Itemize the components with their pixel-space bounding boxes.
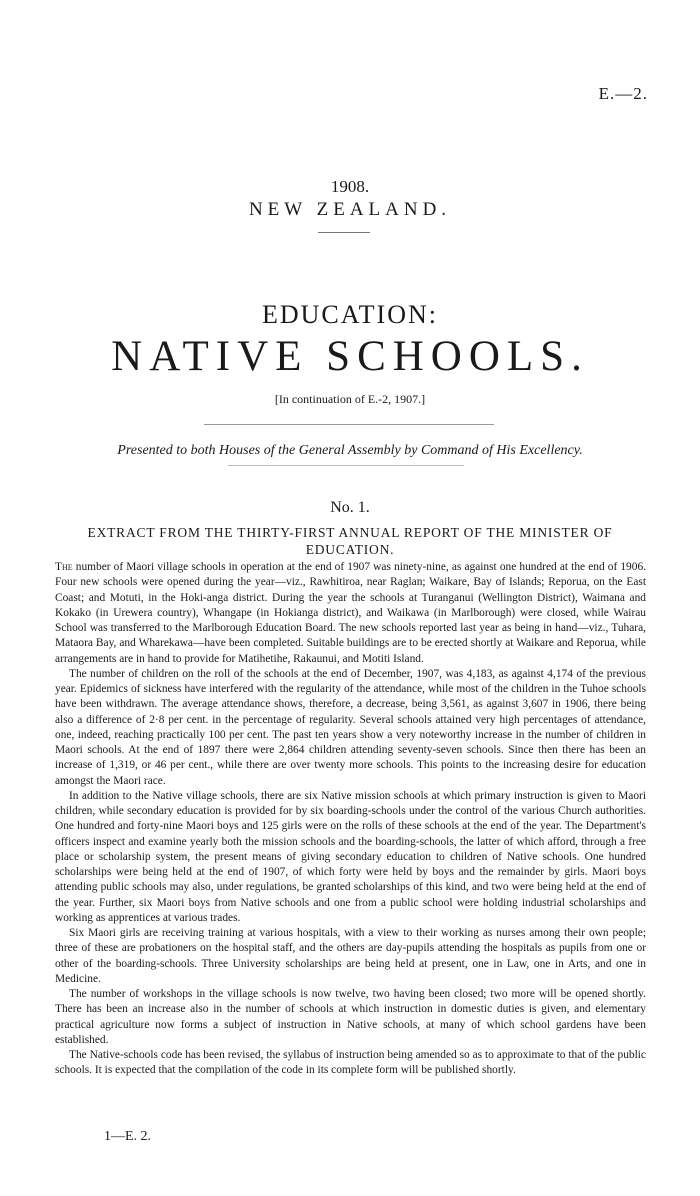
body-text — [55, 560, 646, 1079]
report-year: 1908. — [330, 177, 370, 196]
section-number: No. 1. — [330, 499, 370, 516]
signature-mark: 1—E. 2. — [104, 1129, 152, 1144]
divider-rule — [204, 424, 494, 425]
paragraph-text: number of Maori village schools in operation at the end of 1907 was ninety-nine, as against one hundred at the end of 1906. Four new schools were opened during the year—viz., Rawhitiroa, near Raglan; Waikare, Bay of Islands; Reporua, on the East Coast; and Motuti, in the Hoki-anga district. During the year the schools at Turanganui (Wellington District), Waimana and Kokako (in Urewera country), Whangape (in Hokianga district), and Waikawa (in Marlborough) were closed, while Wairau School was transferred to the Marlborough Education Board. The new schools reported last year as being in hand—viz., Tuhara, Mataora Bay, and Wharekawa—have been completed. Suitable buildings are to be erected shortly at Waikare and Reporua, while arrangements are in hand to provide for Matihetihe, Rakaunui, and Motiti Island. — [55, 561, 646, 665]
presented-line: Presented to both Houses of the General Assembly by Command of His Excellency. — [117, 443, 583, 458]
page-reference: E.—2. — [598, 84, 648, 103]
paragraph: In addition to the Native village schools, there are six Native mission schools at which primary instruction is given to Maori children, while secondary education is provided for by six boarding-schools under the control of the various Church authorities. One hundred and forty-nine Maori boys and 125 girls were on the rolls of these schools at the end of the year. The Department's officers inspect and examine yearly both the mission schools and the boarding-schools, the latter of which afford, through a free place or scholarship system, the present means of giving secondary education to children of Native schools. One hundred scholarships were being held at the end of 1907, of which forty were held by boys and the remainder by girls. Maori boys attending public schools may also, under regulations, be granted scholarships of this kind, and two were being held at the end of the year. Further, six Maori boys from Native schools and one from a public school were holding industrial scholarships and working as apprentices at various trades. — [55, 789, 646, 924]
section-heading: EXTRACT FROM THE THIRTY-FIRST ANNUAL REPORT OF THE MINISTER OF EDUCATION. — [87, 525, 613, 557]
paragraph: The number of children on the roll of the schools at the end of December, 1907, was 4,183, as against 4,174 of the previous year. Epidemics of sickness have interfered with the regularity of the attendance, while most of the children in the Tuhoe schools have been withdrawn. The average attendance shows, therefore, a decrease, being 3,561, as against 3,607 in 1906, there being also a difference of 2·8 per cent. in the percentage of regularity. Several schools attained very high percentages of attendance, one, indeed, reaching practically 100 per cent. The past ten years show a very noteworthy increase in the number of children in Maori schools. At the end of 1897 there were 2,864 children attending seventy-seven schools. Since then there has been an increase of 1,319, or 46 per cent., while there are over twenty more schools. This points to the increasing desire for education amongst the Maori race. — [55, 667, 646, 787]
paragraph: The Native-schools code has been revised, the syllabus of instruction being amended so as to approximate to that of the public schools. It is expected that the compilation of the code in its complete form will be published shortly. — [55, 1049, 646, 1077]
subject-heading: EDUCATION: — [262, 300, 438, 329]
lead-word: The — [55, 561, 73, 573]
continuation-note: [In continuation of E.-2, 1907.] — [274, 392, 426, 406]
divider-rule — [318, 232, 370, 233]
divider-rule — [228, 465, 464, 466]
country-title: NEW ZEALAND. — [248, 199, 452, 220]
paragraph: The number of workshops in the village schools is now twelve, two having been closed; two more will be opened shortly. There has been an increase also in the number of schools at which instruction in domestic duties is given, and elementary practical agriculture now forms a subject of instruction in Native schools, at many of which school gardens have been established. — [55, 988, 646, 1046]
document-title: NATIVE SCHOOLS. — [111, 333, 589, 380]
paragraph: Six Maori girls are receiving training at various hospitals, with a view to their working as nurses among their own people; three of these are probationers on the hospital staff, and the others are day-pupils attending the hospitals as pupils from one or other of the boarding-schools. Three University scholarships are being held at present, one in Law, one in Arts, and one in Medicine. — [55, 927, 646, 985]
paragraph — [55, 560, 646, 667]
